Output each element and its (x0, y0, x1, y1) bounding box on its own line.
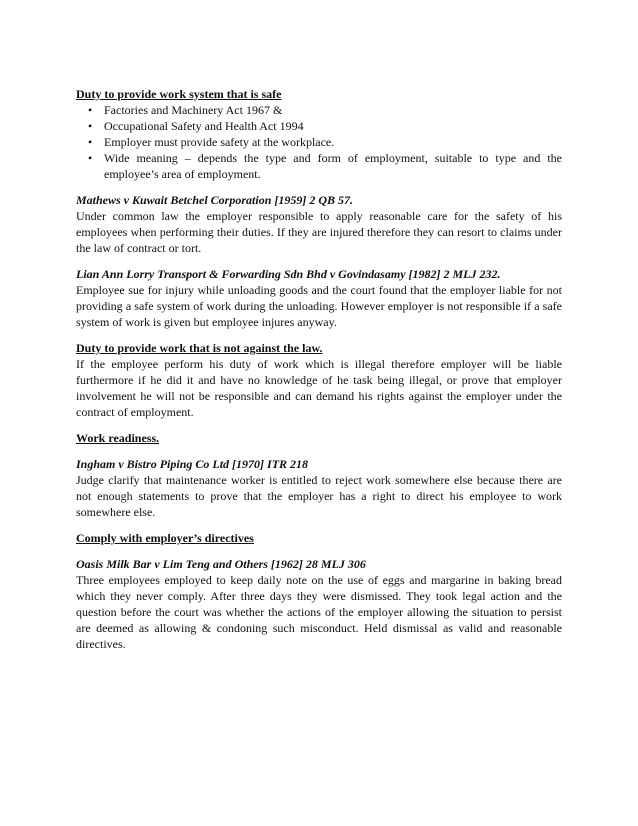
case-summary: Judge clarify that maintenance worker is entitled to reject work somewhere else because there are not enough statements to prove that the employer has a right to direct his employee to work somewhere else. (76, 473, 562, 519)
case-citation: Lian Ann Lorry Transport & Forwarding Sdn Bhd v Govindasamy [1982] 2 MLJ 232. (76, 267, 501, 281)
bullet-icon: • (88, 151, 93, 165)
case-citation: Ingham v Bistro Piping Co Ltd [1970] ITR 218 (76, 457, 309, 471)
bullet-icon: • (88, 103, 93, 117)
case-mathews (76, 192, 562, 256)
section-heading: Work readiness. (76, 431, 160, 445)
section-heading: Duty to provide work system that is safe (76, 87, 282, 101)
section-work-readiness (76, 430, 562, 446)
bullet-text: Factories and Machinery Act 1967 & (104, 103, 283, 117)
bullet-text: Employer must provide safety at the workplace. (104, 135, 335, 149)
case-citation: Mathews v Kuwait Betchel Corporation [1959] 2 QB 57. (76, 193, 354, 207)
section-heading: Duty to provide work that is not against the law. (76, 341, 323, 355)
bullet-item (88, 102, 562, 118)
bullet-icon: • (88, 119, 93, 133)
case-citation: Oasis Milk Bar v Lim Teng and Others [1962] 28 MLJ 306 (76, 557, 366, 571)
bullet-text: Wide meaning – depends the type and form of employment, suitable to type and the employee’s area of employment. (104, 151, 562, 181)
section-lawful-work (76, 340, 562, 420)
section-comply-directives (76, 530, 562, 546)
case-summary: Under common law the employer responsible to apply reasonable care for the safety of his employees when performing their duties. If they are injured therefore they can resort to claims under the law of contract or tort. (76, 209, 562, 255)
document-body (76, 86, 562, 662)
bullet-item (88, 150, 562, 182)
bullet-item (88, 118, 562, 134)
case-oasis (76, 556, 562, 652)
bullet-item (88, 134, 562, 150)
bullet-text: Occupational Safety and Health Act 1994 (104, 119, 304, 133)
section-safe-work-system (76, 86, 562, 182)
case-summary: Employee sue for injury while unloading goods and the court found that the employer liable for not providing a safe system of work during the unloading. However employer is not responsible if a safe system of work is given but employee injures anyway. (76, 283, 562, 329)
case-summary: Three employees employed to keep daily note on the use of eggs and margarine in baking bread which they never comply. After three days they were dismissed. They took legal action and the question before the court was whether the actions of the employer allowing the situation to persist are deemed as allowing & condoning such misconduct. Held dismissal as valid and reasonable directives. (76, 573, 562, 651)
bullet-icon: • (88, 135, 93, 149)
case-ingham (76, 456, 562, 520)
section-heading: Comply with employer’s directives (76, 531, 254, 545)
bullet-list (76, 102, 562, 182)
section-paragraph: If the employee perform his duty of work which is illegal therefore employer will be liable furthermore if he did it and have no knowledge of he task being illegal, or prove that employer involvement he will not be responsible and can demand his rights against the employer under the contract of employment. (76, 357, 562, 419)
case-lian-ann (76, 266, 562, 330)
